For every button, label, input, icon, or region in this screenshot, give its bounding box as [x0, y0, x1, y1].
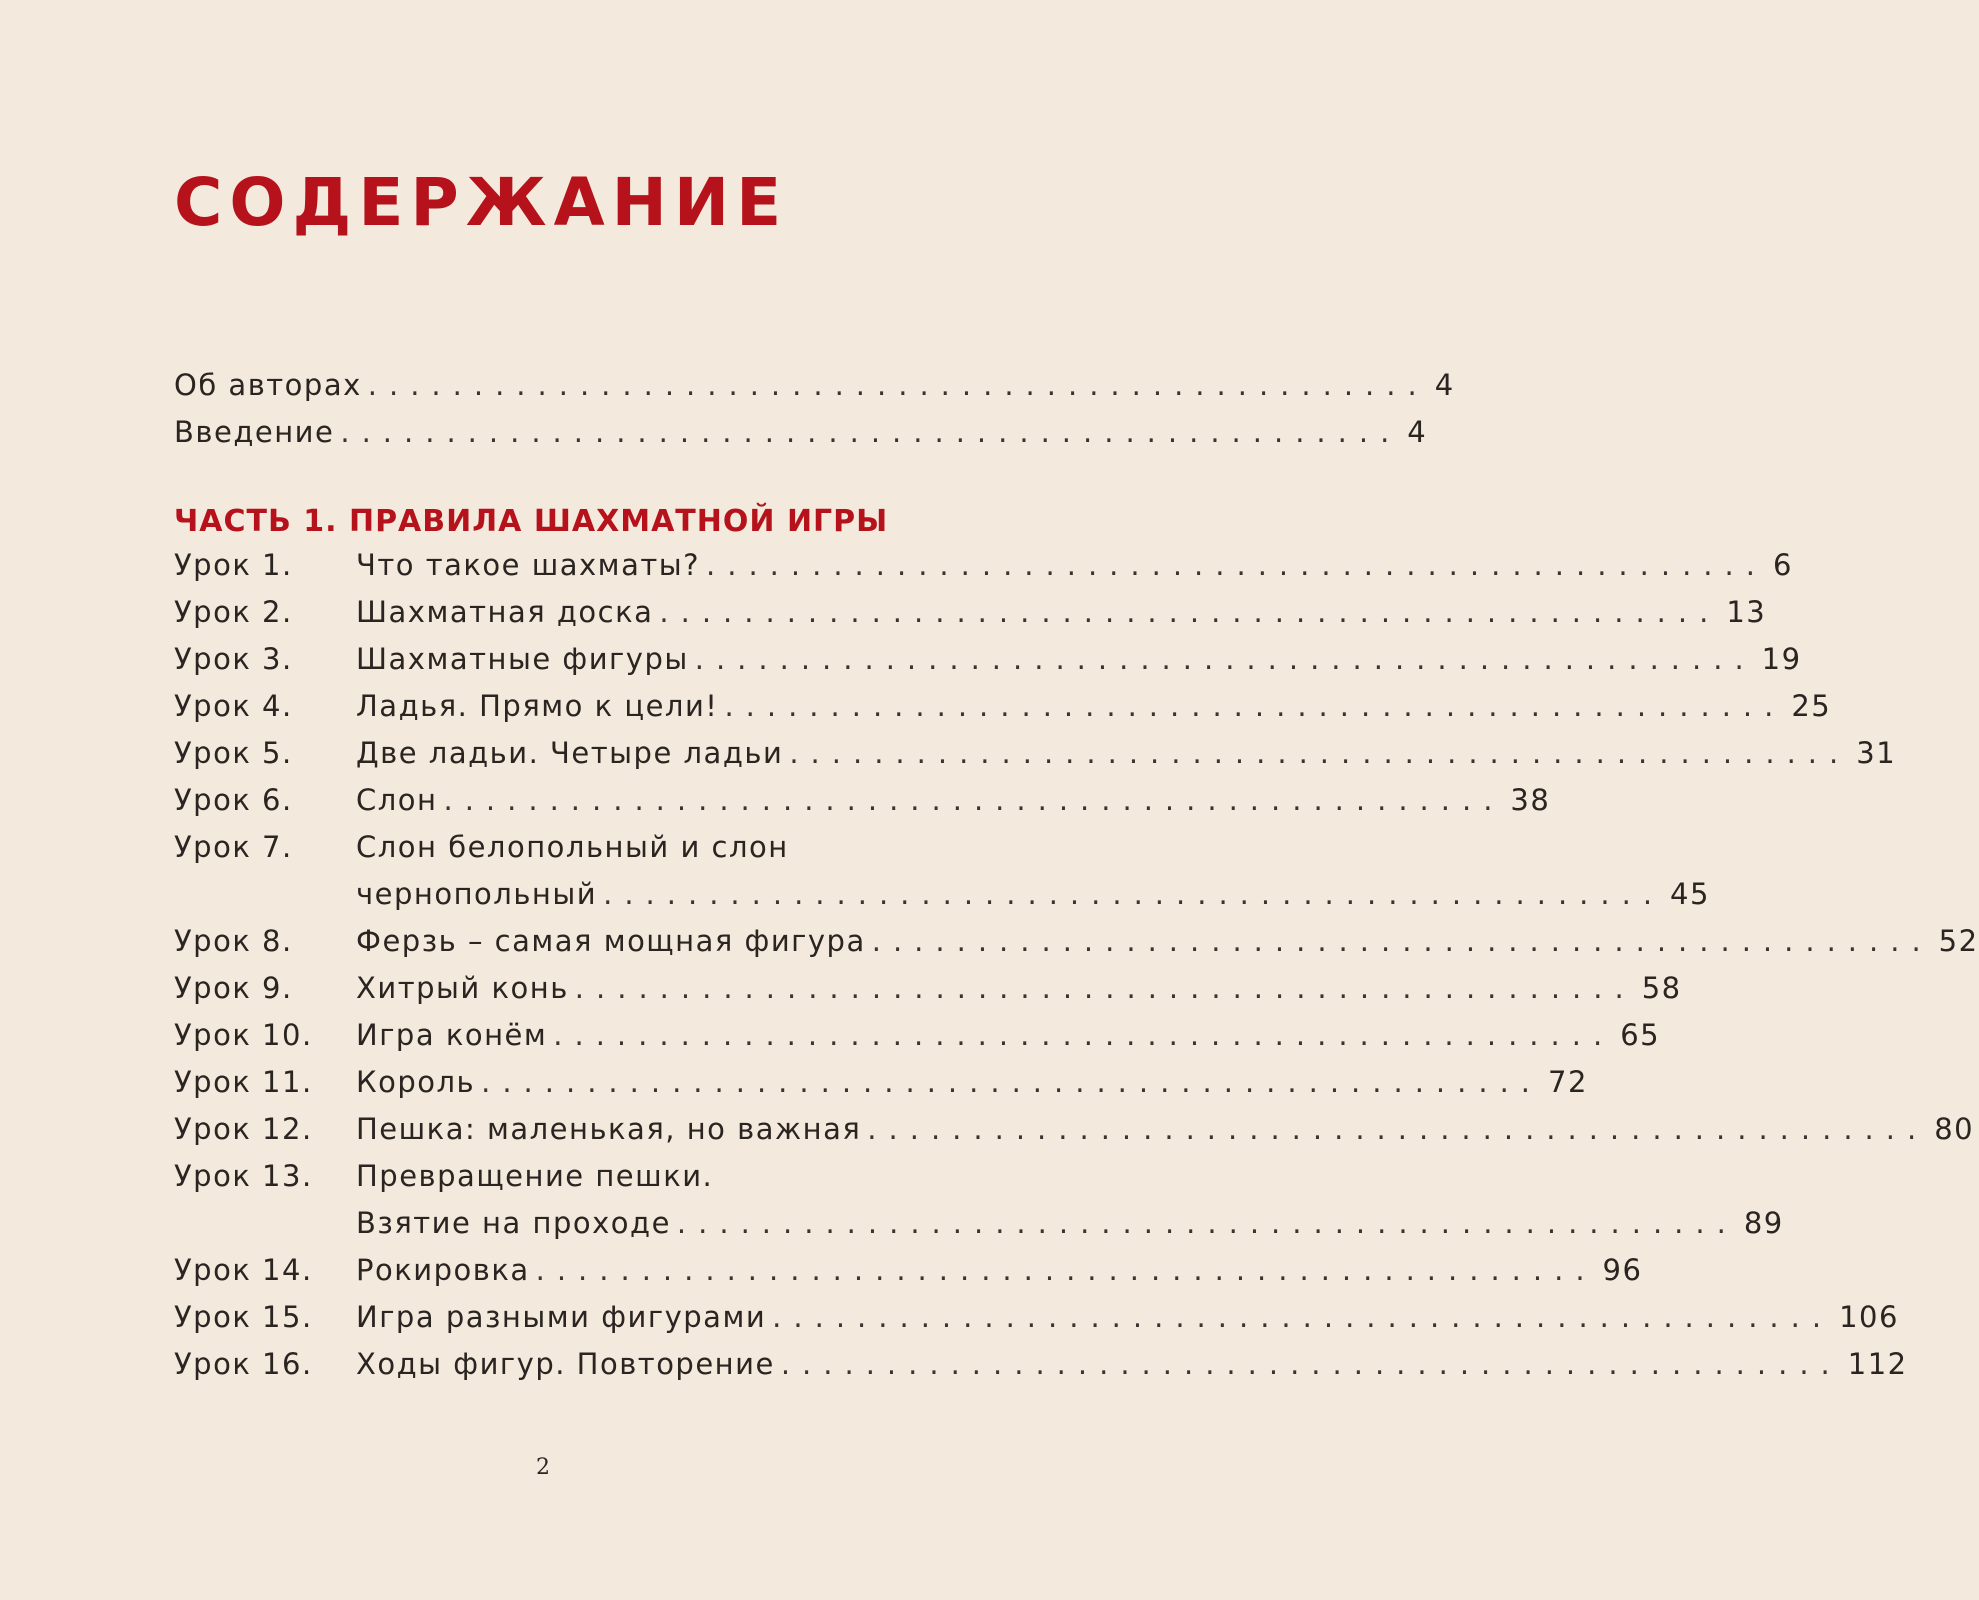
lesson-number: Урок 4.	[174, 689, 293, 723]
toc-entry-lesson-3[interactable]	[174, 636, 1802, 682]
lesson-number: Урок 6.	[174, 783, 293, 817]
lesson-page: 80	[1934, 1112, 1975, 1146]
lesson-number: Урок 16.	[174, 1347, 313, 1381]
dot-leader: ..................................................	[535, 1253, 1597, 1287]
toc-entry-title: Введение	[174, 415, 335, 449]
lesson-title: Ходы фигур. Повторение	[356, 1347, 775, 1381]
lesson-number: Урок 8.	[174, 924, 293, 958]
dot-leader: ..................................................	[706, 548, 1767, 582]
dot-leader: ..................................................	[574, 971, 1636, 1005]
dot-leader: ..................................................	[340, 415, 1402, 449]
dot-leader: ..................................................	[772, 1300, 1834, 1334]
lesson-number: Урок 11.	[174, 1065, 313, 1099]
dot-leader: ..................................................	[481, 1065, 1543, 1099]
toc-entry-lesson-9[interactable]	[174, 965, 1682, 1011]
lesson-page: 38	[1510, 783, 1551, 817]
dot-leader: ..................................................	[724, 689, 1786, 723]
lesson-page: 52	[1938, 924, 1979, 958]
toc-entry-lesson-5[interactable]	[174, 730, 1897, 776]
lesson-title: Король	[356, 1065, 476, 1099]
lesson-page: 106	[1839, 1300, 1899, 1334]
toc-entry-lesson-13-continuation[interactable]	[174, 1200, 1784, 1246]
lesson-page: 72	[1548, 1065, 1588, 1099]
lesson-page: 25	[1791, 689, 1832, 723]
toc-entry-lesson-11[interactable]	[174, 1059, 1588, 1105]
dot-leader: ..................................................	[603, 877, 1665, 911]
toc-entry-page: 4	[1407, 415, 1428, 449]
lesson-page: 13	[1726, 595, 1767, 629]
dot-leader: ..................................................	[867, 1112, 1929, 1146]
lesson-title: Хитрый конь	[356, 971, 569, 1005]
lesson-page: 45	[1670, 877, 1710, 911]
lesson-title: Слон	[356, 783, 438, 817]
lesson-title: Пешка: маленькая, но важная	[356, 1112, 862, 1146]
lesson-number: Урок 10.	[174, 1018, 313, 1052]
dot-leader: ..................................................	[443, 783, 1505, 817]
lesson-title: Две ладьи. Четыре ладьи	[356, 736, 784, 770]
lesson-page: 112	[1847, 1347, 1908, 1381]
lesson-title: Превращение пешки.	[356, 1159, 714, 1193]
toc-entry-lesson-10[interactable]	[174, 1012, 1661, 1058]
lesson-title: Игра разными фигурами	[356, 1300, 767, 1334]
toc-entry-lesson-16[interactable]	[174, 1341, 1908, 1387]
lesson-page: 31	[1856, 736, 1897, 770]
toc-entry-about-authors[interactable]	[174, 362, 1455, 408]
page-number: 2	[536, 1455, 550, 1480]
dot-leader: ..................................................	[367, 368, 1429, 402]
lesson-title: Шахматные фигуры	[356, 642, 689, 676]
lesson-title: Ладья. Прямо к цели!	[356, 689, 719, 723]
toc-entry-lesson-1[interactable]	[174, 542, 1793, 588]
page-title: СОДЕРЖАНИЕ	[174, 164, 789, 241]
lesson-title: Слон белопольный и слон	[356, 830, 789, 864]
lesson-title-continuation: Взятие на проходе	[356, 1206, 671, 1240]
lesson-number: Урок 3.	[174, 642, 293, 676]
dot-leader: ..................................................	[676, 1206, 1738, 1240]
lesson-number: Урок 12.	[174, 1112, 313, 1146]
lesson-number: Урок 1.	[174, 548, 293, 582]
lesson-title: Рокировка	[356, 1253, 530, 1287]
dot-leader: ..................................................	[871, 924, 1933, 958]
lesson-page: 58	[1641, 971, 1682, 1005]
lesson-page: 6	[1772, 548, 1793, 582]
toc-entry-lesson-2[interactable]	[174, 589, 1767, 635]
toc-entry-title: Об авторах	[174, 368, 362, 402]
lesson-number: Урок 2.	[174, 595, 293, 629]
lesson-page: 65	[1620, 1018, 1661, 1052]
lesson-number: Урок 7.	[174, 830, 293, 864]
dot-leader: ..................................................	[780, 1347, 1842, 1381]
lesson-page: 96	[1602, 1253, 1643, 1287]
toc-entry-lesson-14[interactable]	[174, 1247, 1643, 1293]
toc-entry-lesson-7-continuation[interactable]	[174, 871, 1710, 917]
toc-entry-lesson-7[interactable]	[174, 824, 966, 870]
toc-entry-lesson-6[interactable]	[174, 777, 1551, 823]
dot-leader: ..................................................	[553, 1018, 1615, 1052]
dot-leader: ..................................................	[694, 642, 1756, 676]
lesson-page: 89	[1743, 1206, 1784, 1240]
lesson-page: 19	[1761, 642, 1802, 676]
toc-entry-lesson-15[interactable]	[174, 1294, 1899, 1340]
lesson-number: Урок 13.	[174, 1159, 313, 1193]
lesson-title: Шахматная доска	[356, 595, 654, 629]
toc-entry-lesson-4[interactable]	[174, 683, 1832, 729]
toc-entry-lesson-13[interactable]	[174, 1153, 966, 1199]
toc-entry-lesson-12[interactable]	[174, 1106, 1975, 1152]
toc-entry-lesson-8[interactable]	[174, 918, 1979, 964]
lesson-number: Урок 15.	[174, 1300, 313, 1334]
lesson-number: Урок 5.	[174, 736, 293, 770]
toc-entry-page: 4	[1434, 368, 1455, 402]
dot-leader: ..................................................	[659, 595, 1721, 629]
lesson-title: Что такое шахматы?	[356, 548, 701, 582]
lesson-number: Урок 14.	[174, 1253, 313, 1287]
toc-entry-introduction[interactable]	[174, 409, 1428, 455]
lesson-title-continuation: чернопольный	[356, 877, 598, 911]
lesson-title: Ферзь – самая мощная фигура	[356, 924, 866, 958]
lesson-number: Урок 9.	[174, 971, 293, 1005]
lesson-title: Игра конём	[356, 1018, 548, 1052]
dot-leader: ..................................................	[789, 736, 1851, 770]
part-heading: ЧАСТЬ 1. ПРАВИЛА ШАХМАТНОЙ ИГРЫ	[174, 504, 889, 539]
